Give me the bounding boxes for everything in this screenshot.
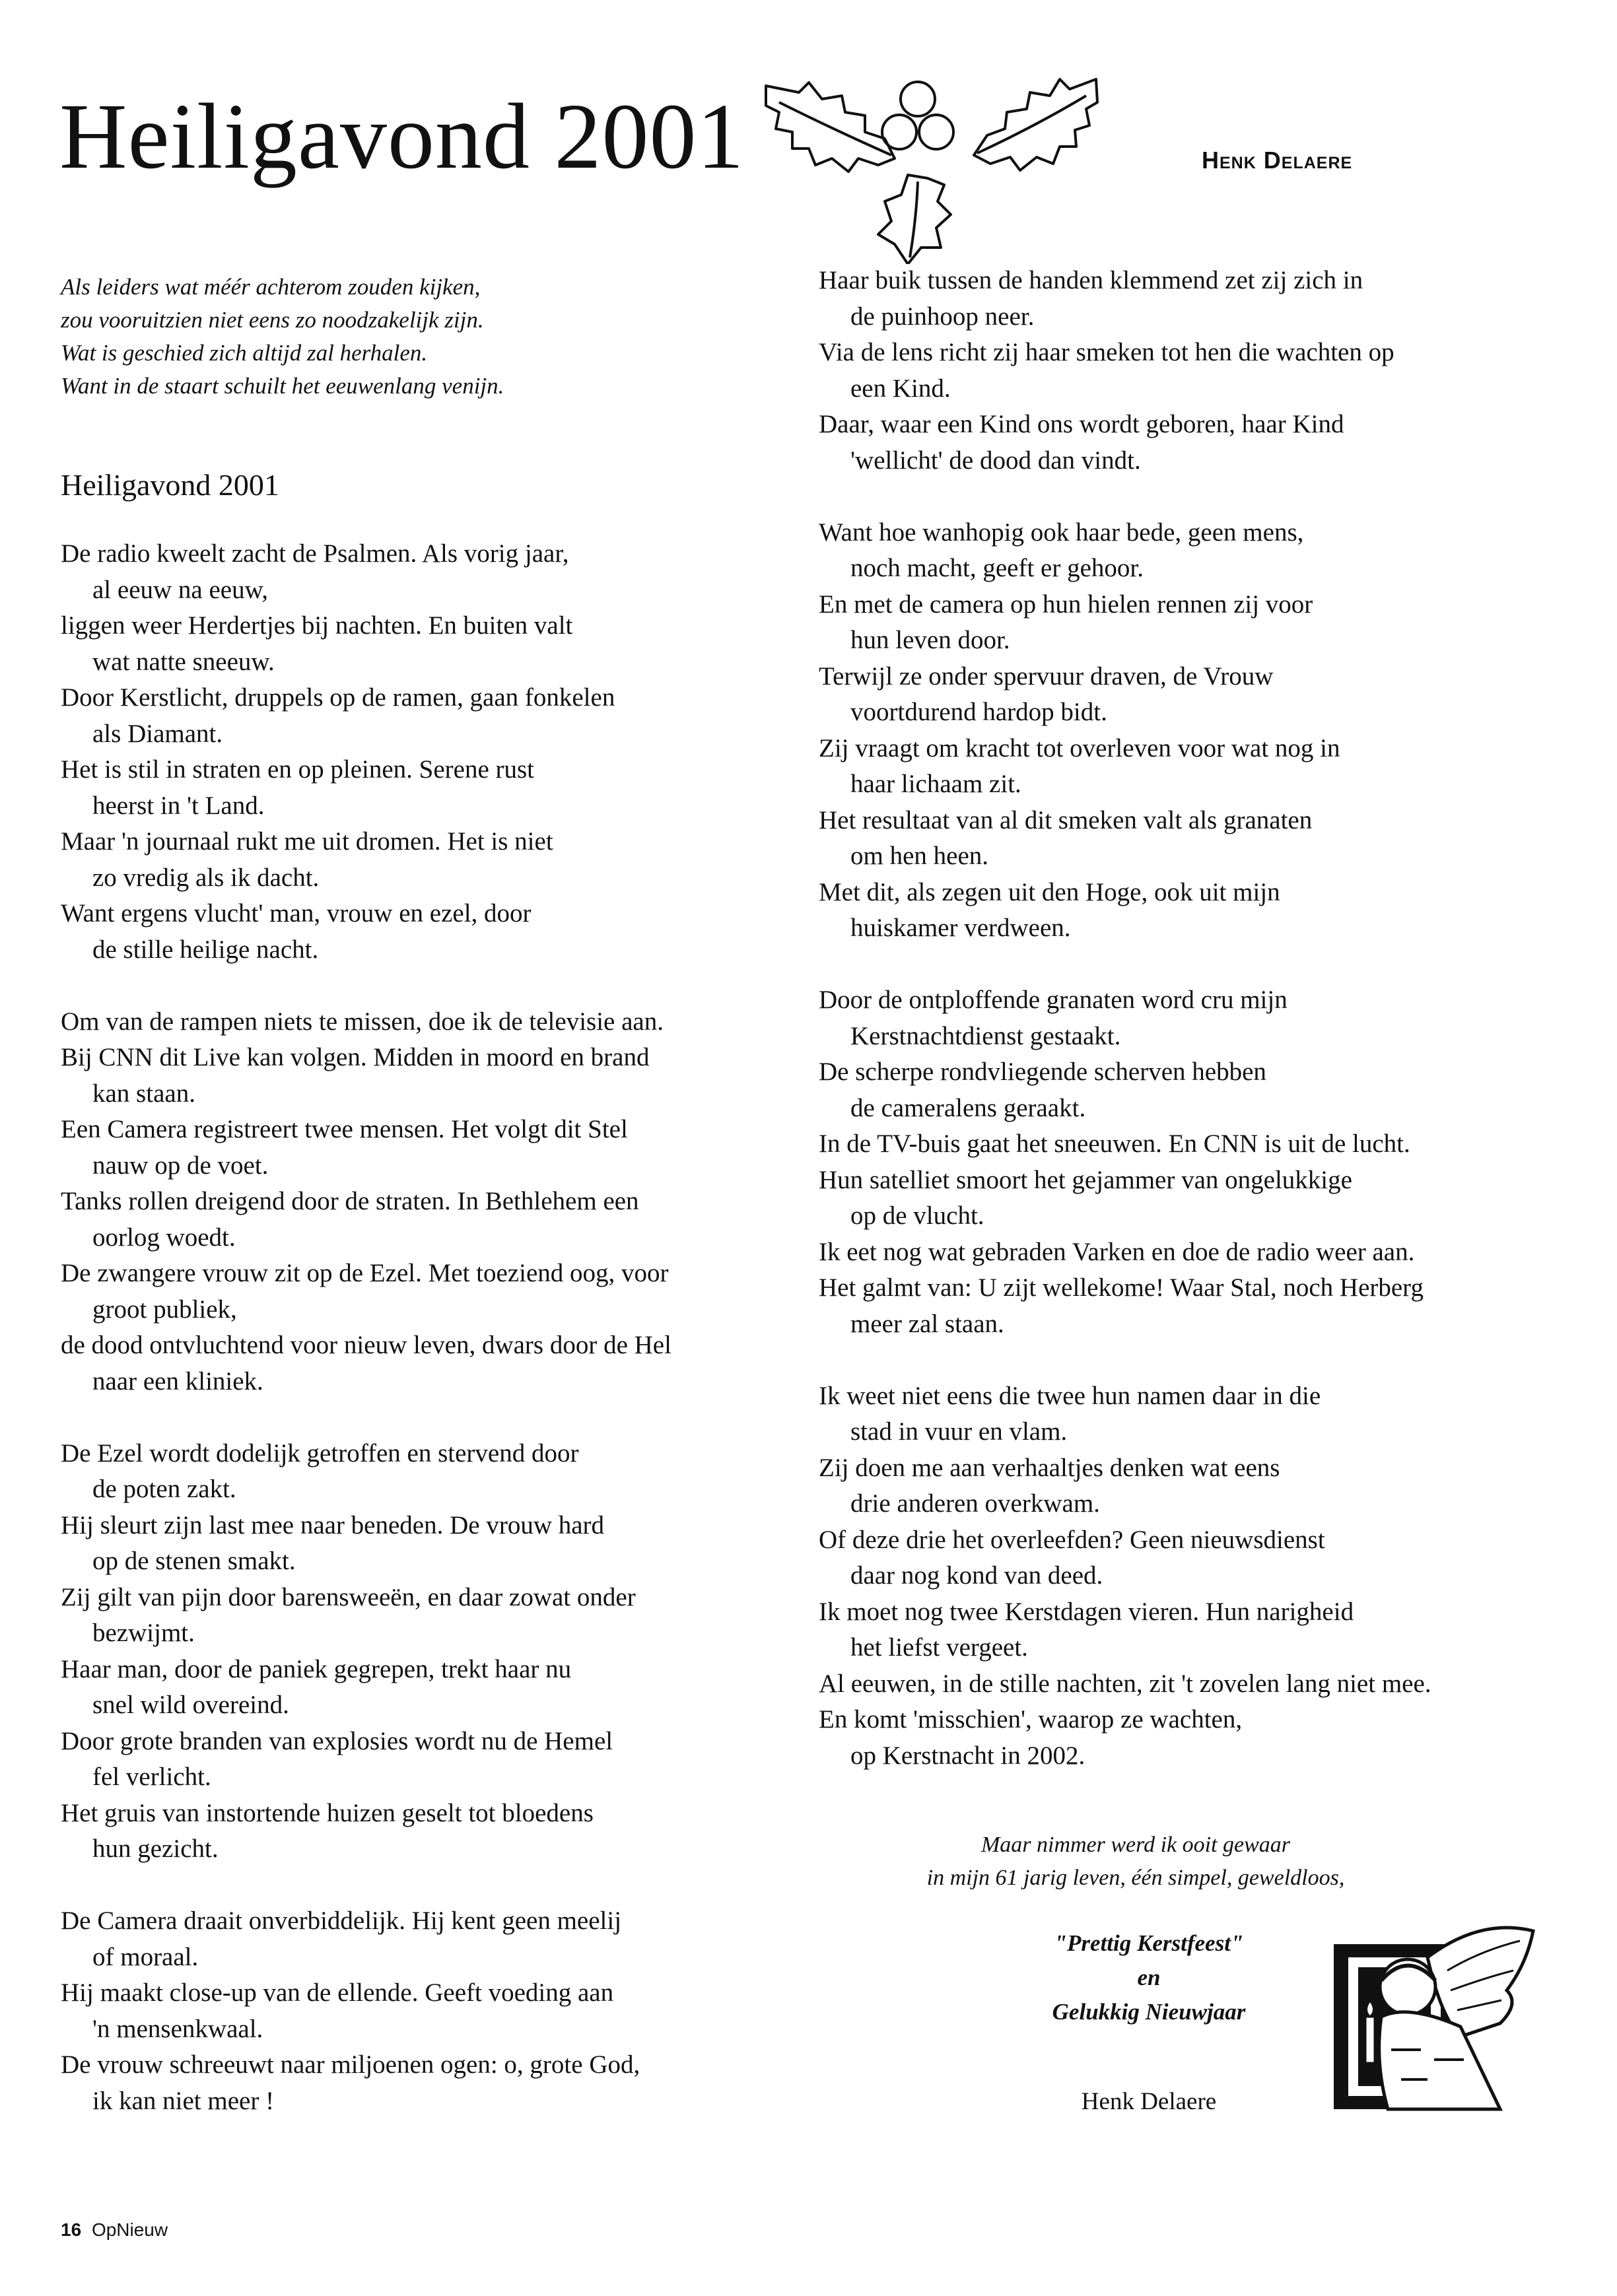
poem-line: huiskamer verdween.: [850, 914, 1071, 942]
stanza: [61, 1436, 807, 1868]
poem-line: de dood ontvluchtend voor nieuw leven, dwars door de Hel: [61, 1331, 671, 1359]
poem-line: 'wellicht' de dood dan vindt.: [850, 446, 1141, 475]
poem-line: Want hoe wanhopig ook haar bede, geen mens,: [819, 518, 1304, 547]
poem-line: wat natte sneeuw.: [92, 647, 275, 676]
poem-line: daar nog kond van deed.: [850, 1561, 1103, 1590]
poem-line: Kerstnachtdienst gestaakt.: [850, 1021, 1121, 1050]
poem-line: meer zal staan.: [850, 1309, 1004, 1338]
poem-line: Door Kerstlicht, druppels op de ramen, gaan fonkelen: [61, 683, 615, 712]
poem-line: ik kan niet meer !: [92, 2086, 275, 2115]
poem-line: De radio kweelt zacht de Psalmen. Als vorig jaar,: [61, 539, 569, 568]
poem-line: Het galmt van: U zijt wellekome! Waar Stal, noch Herberg: [819, 1273, 1424, 1302]
poem-line: Met dit, als zegen uit den Hoge, ook uit mijn: [819, 877, 1280, 906]
poem-line: om hen heen.: [850, 842, 989, 870]
poem-line: haar lichaam zit.: [850, 770, 1021, 798]
author-name: Henk Delaere: [1202, 147, 1353, 174]
poem-line: oorlog woedt.: [92, 1223, 236, 1252]
stanza: [819, 515, 1565, 947]
poem-line: de stille heilige nacht.: [92, 935, 319, 964]
angel-candle-icon: [1328, 1918, 1540, 2116]
poem-line: 'n mensenkwaal.: [92, 2014, 263, 2043]
poem-line: Het resultaat van al dit smeken valt als granaten: [819, 805, 1313, 834]
motto-line: Want in de staart schuilt het eeuwenlang venijn.: [61, 373, 504, 399]
poem-line: De Camera draait onverbiddelijk. Hij kent geen meelij: [61, 1907, 622, 1935]
poem-line: Zij gilt van pijn door barensweeën, en daar zowat onder: [61, 1582, 636, 1611]
poem-line: Tanks rollen dreigend door de straten. In Bethlehem een: [61, 1187, 639, 1215]
poem-line: Het is stil in straten en op pleinen. Serene rust: [61, 755, 535, 784]
poem-line: Al eeuwen, in de stille nachten, zit 't zovelen lang niet mee.: [819, 1669, 1431, 1698]
poem-line: fel verlicht.: [92, 1763, 211, 1791]
stanza: [61, 1004, 807, 1400]
poem-line: Door grote branden van explosies wordt nu de Hemel: [61, 1726, 613, 1755]
stanza: [61, 1903, 807, 2119]
holly-icon: [759, 66, 1103, 264]
poem-line: Om van de rampen niets te missen, doe ik de televisie aan.: [61, 1007, 664, 1036]
poem-line: op de vlucht.: [850, 1201, 984, 1230]
poem-line: hun leven door.: [850, 626, 1010, 654]
page-number: 16: [61, 2219, 82, 2240]
poem-left-column: [61, 536, 807, 2155]
stanza: [61, 536, 807, 968]
poem-line: Ik eet nog wat gebraden Varken en doe de radio weer aan.: [819, 1237, 1415, 1266]
poem-line: Hun satelliet smoort het gejammer van ongelukkige: [819, 1165, 1352, 1194]
poem-title: Heiligavond 2001: [61, 468, 279, 502]
motto-line: Wat is geschied zich altijd zal herhalen.: [61, 340, 428, 366]
poem-line: hun gezicht.: [92, 1835, 219, 1863]
poem-line: of moraal.: [92, 1942, 199, 1971]
magazine-name: OpNieuw: [91, 2219, 168, 2240]
poem-line: En komt 'misschien', waarop ze wachten,: [819, 1705, 1243, 1734]
poem-line: Een Camera registreert twee mensen. Het volgt dit Stel: [61, 1115, 628, 1143]
poem-line: Terwijl ze onder spervuur draven, de Vrouw: [819, 661, 1274, 691]
poem-line: De Ezel wordt dodelijk getroffen en stervend door: [61, 1438, 579, 1468]
poem-line: als Diamant.: [92, 719, 223, 748]
signature: Henk Delaere: [1081, 2088, 1217, 2115]
poem-line: De zwangere vrouw zit op de Ezel. Met toeziend oog, voor: [61, 1259, 669, 1287]
poem-line: de puinhoop neer.: [850, 302, 1035, 331]
motto: [61, 271, 504, 403]
stanza: [819, 1378, 1565, 1774]
poem-line: op Kerstnacht in 2002.: [850, 1741, 1085, 1770]
closing-line: in mijn 61 jarig leven, één simpel, geweldloos,: [926, 1866, 1345, 1890]
poem-line: Want ergens vlucht' man, vrouw en ezel, door: [61, 899, 532, 928]
poem-line: Haar buik tussen de handen klemmend zet zij zich in: [819, 266, 1363, 294]
poem-line: het liefst vergeet.: [850, 1633, 1028, 1662]
closing-line: Maar nimmer werd ik ooit gewaar: [981, 1833, 1291, 1857]
motto-line: zou vooruitzien niet eens zo noodzakelijk zijn.: [61, 307, 484, 333]
poem-line: De scherpe rondvliegende scherven hebben: [819, 1058, 1266, 1086]
poem-line: Ik moet nog twee Kerstdagen vieren. Hun narigheid: [819, 1597, 1354, 1626]
greeting-line: "Prettig Kerstfeest": [1054, 1930, 1244, 1956]
greeting-line: en: [1137, 1965, 1161, 1990]
stanza: [819, 982, 1565, 1342]
poem-line: Bij CNN dit Live kan volgen. Midden in moord en brand: [61, 1043, 650, 1071]
poem-line: liggen weer Herdertjes bij nachten. En buiten valt: [61, 611, 573, 640]
poem-line: In de TV-buis gaat het sneeuwen. En CNN is uit de lucht.: [819, 1130, 1410, 1158]
poem-line: bezwijmt.: [92, 1619, 195, 1647]
poem-line: naar een kliniek.: [92, 1367, 263, 1396]
poem-line: stad in vuur en vlam.: [850, 1417, 1068, 1446]
poem-line: Ik weet niet eens die twee hun namen daar in die: [819, 1381, 1321, 1410]
greeting: [1004, 1926, 1294, 2029]
page-footer: [61, 2219, 168, 2241]
poem-line: noch macht, geeft er gehoor.: [850, 554, 1144, 582]
poem-line: de poten zakt.: [92, 1475, 236, 1503]
poem-line: Door de ontploffende granaten word cru mijn: [819, 986, 1288, 1014]
closing-lines: [878, 1829, 1393, 1895]
poem-line: heerst in 't Land.: [92, 791, 265, 820]
poem-line: Via de lens richt zij haar smeken tot hen die wachten op: [819, 338, 1394, 366]
stanza: [819, 263, 1565, 479]
poem-line: groot publiek,: [92, 1295, 237, 1324]
poem-line: een Kind.: [850, 374, 951, 403]
greeting-line: Gelukkig Nieuwjaar: [1052, 1999, 1246, 2025]
poem-line: Maar 'n journaal rukt me uit dromen. Het is niet: [61, 827, 553, 856]
poem-line: Zij doen me aan verhaaltjes denken wat eens: [819, 1453, 1280, 1482]
poem-line: al eeuw na eeuw,: [92, 575, 268, 604]
poem-right-column: [819, 263, 1565, 1810]
poem-line: voortdurend hardop bidt.: [850, 698, 1107, 726]
page-title: Heiligavond 2001: [59, 84, 745, 188]
motto-line: Als leiders wat méér achterom zouden kijken,: [61, 274, 481, 300]
poem-line: Of deze drie het overleefden? Geen nieuwsdienst: [819, 1525, 1325, 1554]
poem-line: En met de camera op hun hielen rennen zij voor: [819, 590, 1313, 619]
poem-line: Hij sleurt zijn last mee naar beneden. De vrouw hard: [61, 1510, 605, 1539]
poem-line: zo vredig als ik dacht.: [92, 863, 320, 892]
poem-line: Het gruis van instortende huizen geselt tot bloedens: [61, 1798, 594, 1827]
poem-line: op de stenen smakt.: [92, 1547, 296, 1575]
poem-line: De vrouw schreeuwt naar miljoenen ogen: o, grote God,: [61, 2050, 640, 2079]
poem-line: Hij maakt close-up van de ellende. Geeft voeding aan: [61, 1978, 614, 2007]
poem-line: kan staan.: [92, 1079, 195, 1108]
poem-line: nauw op de voet.: [92, 1151, 269, 1180]
poem-line: Haar man, door de paniek gegrepen, trekt haar nu: [61, 1654, 572, 1683]
poem-line: Zij vraagt om kracht tot overleven voor wat nog in: [819, 733, 1340, 762]
poem-line: de cameralens geraakt.: [850, 1093, 1086, 1122]
poem-line: drie anderen overkwam.: [850, 1489, 1100, 1518]
poem-line: Daar, waar een Kind ons wordt geboren, haar Kind: [819, 410, 1344, 438]
poem-line: snel wild overeind.: [92, 1691, 289, 1719]
